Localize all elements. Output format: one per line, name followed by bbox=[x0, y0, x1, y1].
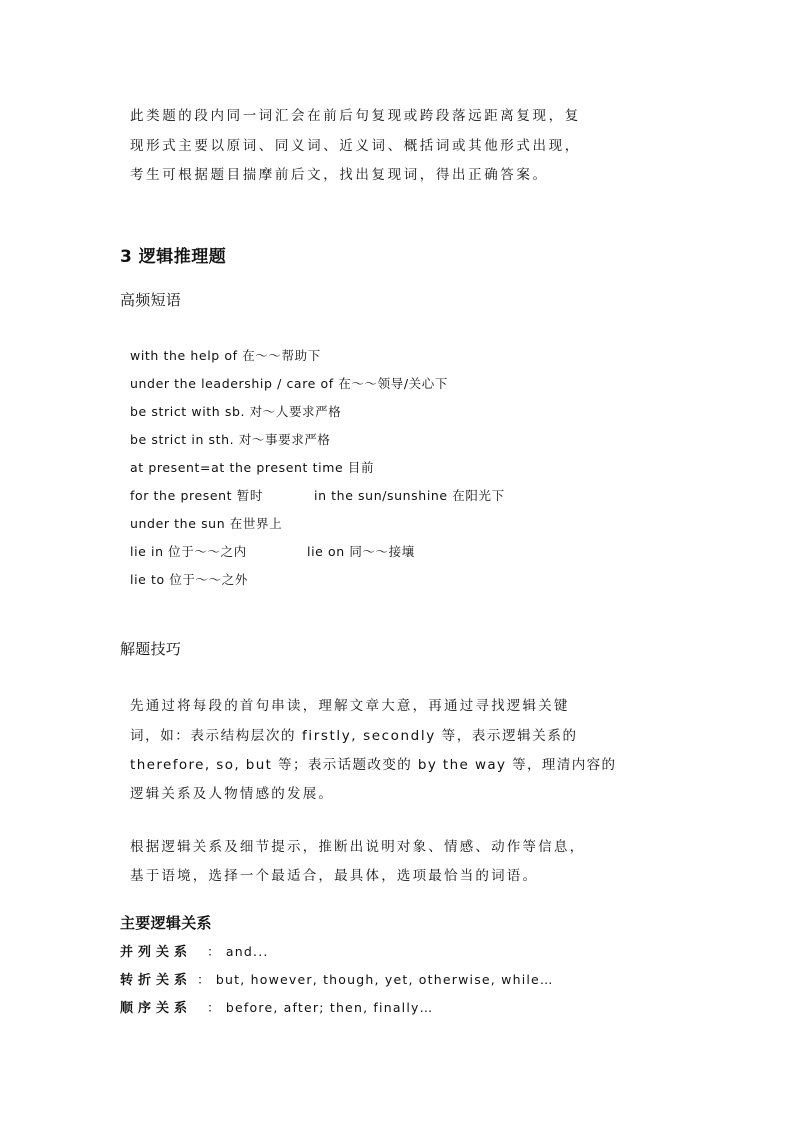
phrase-item: under the sun 在世界上 bbox=[130, 516, 283, 531]
phrase-item: be strict in sth. 对～事要求严格 bbox=[130, 432, 331, 447]
relation-label: 并列关系 bbox=[120, 945, 193, 960]
relation-item bbox=[120, 997, 433, 1016]
tips-line: 先通过将每段的首句串读，理解文章大意，再通过寻找逻辑关键 bbox=[130, 698, 570, 714]
relation-sep: ： bbox=[207, 1000, 221, 1015]
intro-line: 现形式主要以原词、同义词、近义词、概括词或其他形式出现， bbox=[130, 138, 581, 154]
intro-line: 考生可根据题目揣摩前后文，找出复现词，得出正确答案。 bbox=[130, 167, 549, 183]
phrase-item: under the leadership / care of 在～～领导/关心下 bbox=[130, 376, 448, 391]
section-title: 3 逻辑推理题 bbox=[120, 247, 227, 267]
tips-line: 基于语境，选择一个最适合，最具体，选项最恰当的词语。 bbox=[130, 868, 539, 884]
phrase-item: be strict with sb. 对～人要求严格 bbox=[130, 404, 342, 419]
relation-label: 顺序关系 bbox=[120, 1001, 193, 1016]
relation-text: and... bbox=[225, 944, 269, 959]
relation-sep: ： bbox=[207, 944, 221, 959]
relation-label: 转折关系 bbox=[120, 973, 193, 988]
tips-line: 词，如：表示结构层次的 firstly, secondly 等，表示逻辑关系的 bbox=[130, 728, 578, 744]
phrases-heading: 高频短语 bbox=[120, 291, 182, 309]
tips-heading: 解题技巧 bbox=[120, 640, 182, 658]
tips-line: 逻辑关系及人物情感的发展。 bbox=[130, 786, 335, 802]
relation-text: before, after; then, finally… bbox=[225, 1000, 434, 1015]
phrase-item: lie on 同～～接壤 bbox=[307, 544, 415, 559]
relation-sep: ： bbox=[197, 972, 211, 987]
phrase-item: with the help of 在～～帮助下 bbox=[130, 348, 321, 363]
relation-item bbox=[120, 941, 269, 960]
phrase-item: lie to 位于～～之外 bbox=[130, 572, 248, 587]
intro-line: 此类题的段内同一词汇会在前后句复现或跨段落远距离复现，复 bbox=[130, 108, 581, 124]
tips-line: therefore, so, but 等；表示话题改变的 by the way 等，理清内容的 bbox=[130, 757, 617, 773]
phrase-item: in the sun/sunshine 在阳光下 bbox=[314, 488, 505, 503]
relation-item bbox=[120, 969, 554, 988]
relation-text: but, however, though, yet, otherwise, while… bbox=[215, 972, 554, 987]
phrase-item: for the present 暂时 bbox=[130, 488, 263, 503]
tips-line: 根据逻辑关系及细节提示，推断出说明对象、情感、动作等信息， bbox=[130, 839, 586, 855]
phrase-item: at present=at the present time 目前 bbox=[130, 460, 375, 475]
relations-heading: 主要逻辑关系 bbox=[120, 914, 212, 932]
phrase-item: lie in 位于～～之内 bbox=[130, 544, 247, 559]
